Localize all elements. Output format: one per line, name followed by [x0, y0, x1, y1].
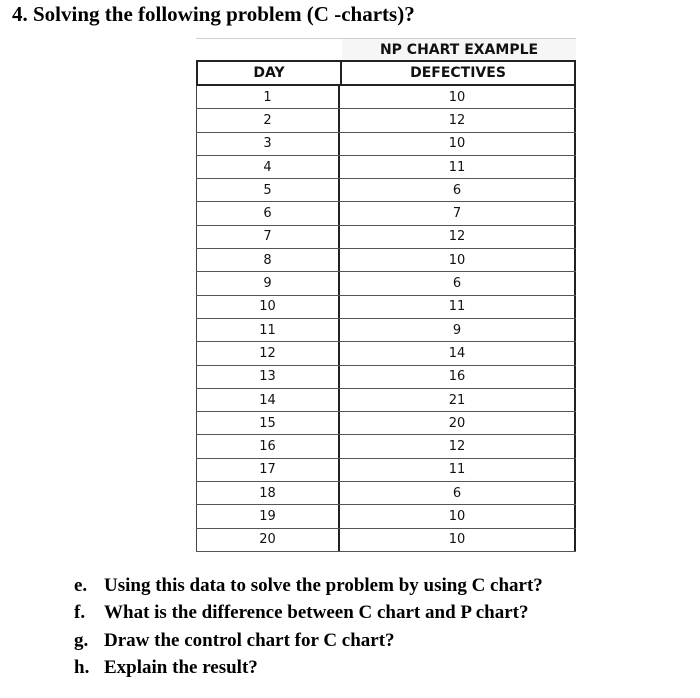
day-cell: 6 — [196, 202, 340, 224]
defectives-cell: 10 — [340, 529, 576, 551]
day-cell: 15 — [196, 412, 340, 434]
day-cell: 16 — [196, 435, 340, 457]
table-row — [196, 529, 576, 552]
table-row — [196, 342, 576, 365]
table-row — [196, 389, 576, 412]
question-letter: f. — [74, 602, 86, 624]
table-row — [196, 412, 576, 435]
defectives-cell: 14 — [340, 342, 576, 364]
page-heading: 4. Solving the following problem (C -charts)? — [12, 2, 415, 26]
defectives-cell: 21 — [340, 389, 576, 411]
day-cell: 2 — [196, 109, 340, 131]
defectives-cell: 6 — [340, 179, 576, 201]
question-item — [74, 600, 543, 628]
day-cell: 13 — [196, 366, 340, 388]
table-row — [196, 226, 576, 249]
table-row — [196, 109, 576, 132]
question-item — [74, 655, 543, 683]
question-text: Using this data to solve the problem by using C chart? — [104, 574, 543, 596]
table-row — [196, 86, 576, 109]
day-cell: 5 — [196, 179, 340, 201]
defectives-cell: 6 — [340, 272, 576, 294]
table-row — [196, 179, 576, 202]
question-letter: g. — [74, 629, 89, 651]
table-row — [196, 156, 576, 179]
table-title: NP CHART EXAMPLE — [342, 39, 576, 61]
defectives-cell: 11 — [340, 156, 576, 178]
defectives-cell: 10 — [340, 249, 576, 271]
day-cell: 12 — [196, 342, 340, 364]
question-text: Draw the control chart for C chart? — [104, 629, 395, 651]
table-row — [196, 505, 576, 528]
table-body — [196, 86, 576, 552]
defectives-cell: 12 — [340, 109, 576, 131]
day-cell: 4 — [196, 156, 340, 178]
day-cell: 1 — [196, 86, 340, 108]
question-letter: h. — [74, 657, 90, 679]
defectives-cell: 16 — [340, 366, 576, 388]
day-cell: 3 — [196, 133, 340, 155]
table-row — [196, 319, 576, 342]
day-cell: 18 — [196, 482, 340, 504]
table-row — [196, 202, 576, 225]
defectives-cell: 6 — [340, 482, 576, 504]
table-row — [196, 133, 576, 156]
table-row — [196, 296, 576, 319]
defectives-cell: 7 — [340, 202, 576, 224]
table-row — [196, 435, 576, 458]
day-cell: 11 — [196, 319, 340, 341]
table-row — [196, 249, 576, 272]
question-letter: e. — [74, 574, 88, 596]
question-item — [74, 627, 543, 655]
table-row — [196, 482, 576, 505]
column-header-day: DAY — [198, 62, 342, 84]
day-cell: 8 — [196, 249, 340, 271]
table-row — [196, 366, 576, 389]
day-cell: 20 — [196, 529, 340, 551]
table-row — [196, 459, 576, 482]
defectives-cell: 10 — [340, 133, 576, 155]
data-table — [196, 38, 576, 552]
day-cell: 14 — [196, 389, 340, 411]
day-cell: 10 — [196, 296, 340, 318]
table-title-row — [196, 38, 576, 61]
day-cell: 19 — [196, 505, 340, 527]
defectives-cell: 10 — [340, 505, 576, 527]
defectives-cell: 11 — [340, 296, 576, 318]
defectives-cell: 11 — [340, 459, 576, 481]
defectives-cell: 20 — [340, 412, 576, 434]
defectives-cell: 10 — [340, 86, 576, 108]
table-header-row — [196, 60, 576, 86]
defectives-cell: 9 — [340, 319, 576, 341]
day-cell: 7 — [196, 226, 340, 248]
question-text: Explain the result? — [104, 657, 258, 679]
column-header-defectives: DEFECTIVES — [410, 65, 506, 81]
day-cell: 17 — [196, 459, 340, 481]
defectives-cell: 12 — [340, 226, 576, 248]
day-cell: 9 — [196, 272, 340, 294]
question-text: What is the difference between C chart and P chart? — [104, 602, 529, 624]
table-row — [196, 272, 576, 295]
defectives-cell: 12 — [340, 435, 576, 457]
question-list — [74, 572, 543, 682]
question-item — [74, 572, 543, 600]
